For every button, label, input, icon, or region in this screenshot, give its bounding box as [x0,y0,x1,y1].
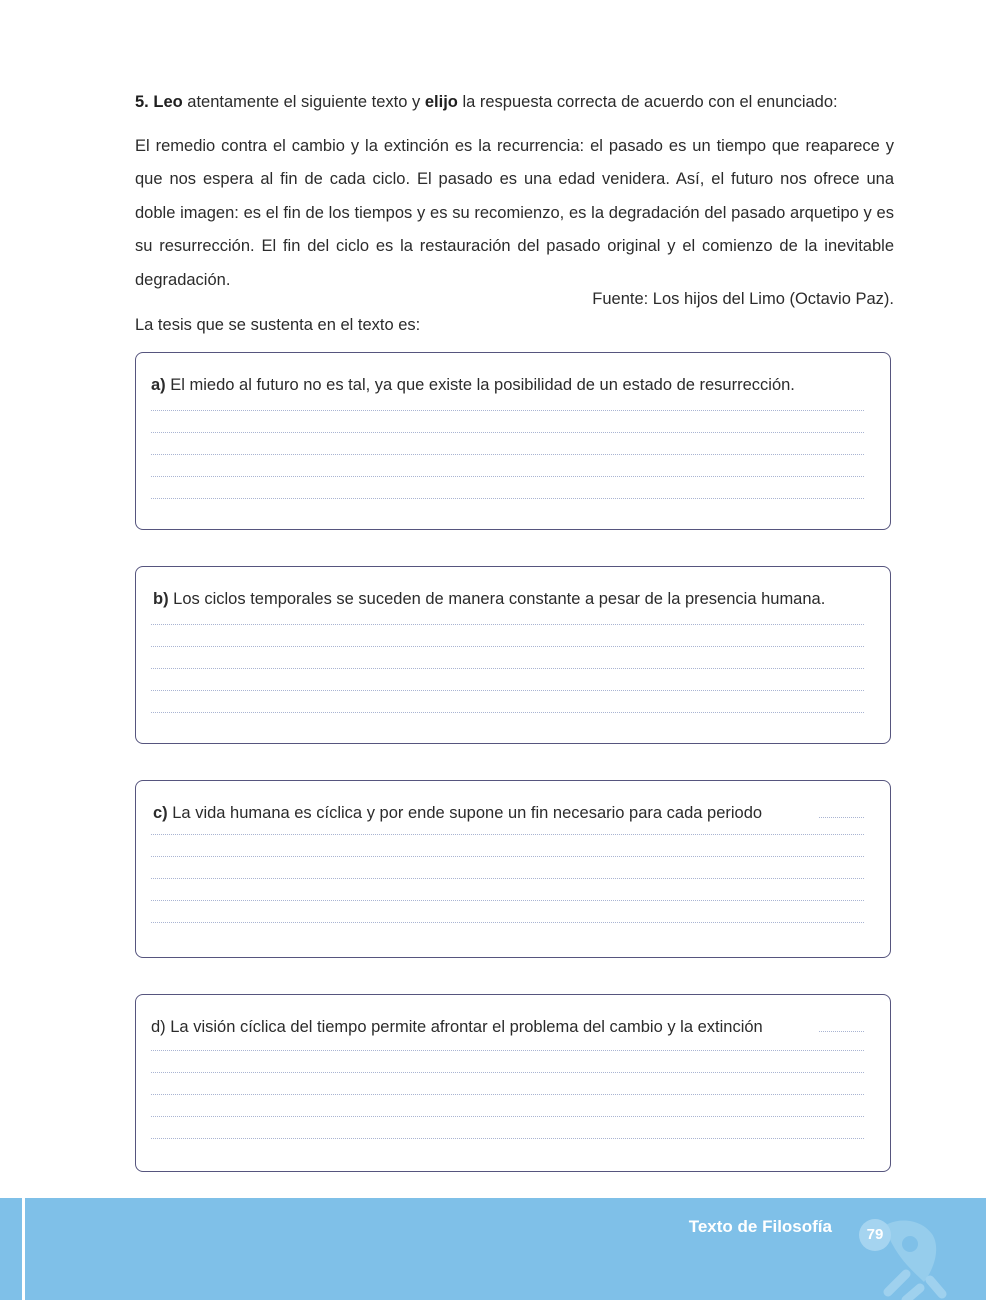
footer-band [0,1198,986,1300]
option-text-c [153,801,878,825]
exercise-instruction [135,90,895,114]
answer-line[interactable] [151,498,864,499]
answer-line[interactable] [151,1094,864,1095]
option-text-b [153,587,878,611]
option-letter-a: a) [151,376,166,394]
footer-margin-strip [22,1198,25,1300]
answer-line[interactable] [151,454,864,455]
answer-line[interactable] [151,922,864,923]
option-label-a: El miedo al futuro no es tal, ya que existe la posibilidad de un estado de resurrección. [165,376,795,394]
option-letter-b: b) [153,590,169,608]
option-label-b: Los ciclos temporales se suceden de manera constante a pesar de la presencia humana. [168,590,826,608]
page-number: 79 [859,1219,891,1251]
option-box-a[interactable] [135,352,891,530]
option-box-b[interactable] [135,566,891,744]
reading-passage: El remedio contra el cambio y la extinción es la recurrencia: el pasado es un tiempo que reaparece y que nos espera al fin de cada ciclo. El pasado es una edad venidera. Así, el futuro nos ofrece una doble imagen: es el fin de los tiempos y es su recomienzo, es la degradación del pasado arquetipo y es su resurrección. El fin del ciclo es la restauración del pasado original y el comienzo de la inevitable degradación. [135,137,894,289]
answer-line[interactable] [819,817,864,818]
option-label-c: La vida humana es cíclica y por ende supone un fin necesario para cada periodo [167,804,763,822]
answer-line[interactable] [151,646,864,647]
option-text-a [151,373,878,397]
answer-line[interactable] [151,1116,864,1117]
answer-line[interactable] [151,878,864,879]
thesis-prompt: La tesis que se sustenta en el texto es: [135,316,421,334]
option-box-c[interactable] [135,780,891,958]
answer-line[interactable] [151,1072,864,1073]
answer-line[interactable] [151,1050,864,1051]
answer-line[interactable] [151,1138,864,1139]
answer-line[interactable] [151,834,864,835]
option-label-d: La visión cíclica del tiempo permite afrontar el problema del cambio y la extinción [165,1018,763,1036]
passage-source: Fuente: Los hijos del Limo (Octavio Paz). [592,290,894,308]
rocket-icon [866,1204,976,1300]
instruction-text-2: la respuesta correcta de acuerdo con el enunciado: [457,93,838,111]
option-letter-d: d) [151,1018,166,1036]
instruction-verb-choose: elijo [424,93,458,111]
answer-line[interactable] [151,900,864,901]
answer-line[interactable] [151,712,864,713]
answer-line[interactable] [151,624,864,625]
answer-line[interactable] [151,690,864,691]
answer-line[interactable] [151,668,864,669]
footer-book-title: Texto de Filosofía [688,1217,832,1236]
instruction-verb-read: Leo [153,93,183,111]
option-letter-c: c) [153,804,168,822]
option-box-d[interactable] [135,994,891,1172]
answer-line[interactable] [151,476,864,477]
answer-line[interactable] [819,1031,864,1032]
option-text-d [151,1015,878,1039]
answer-line[interactable] [151,410,864,411]
answer-line[interactable] [151,856,864,857]
answer-line[interactable] [151,432,864,433]
exercise-number: 5. [135,93,149,111]
instruction-text-1: atentamente el siguiente texto y [182,93,425,111]
